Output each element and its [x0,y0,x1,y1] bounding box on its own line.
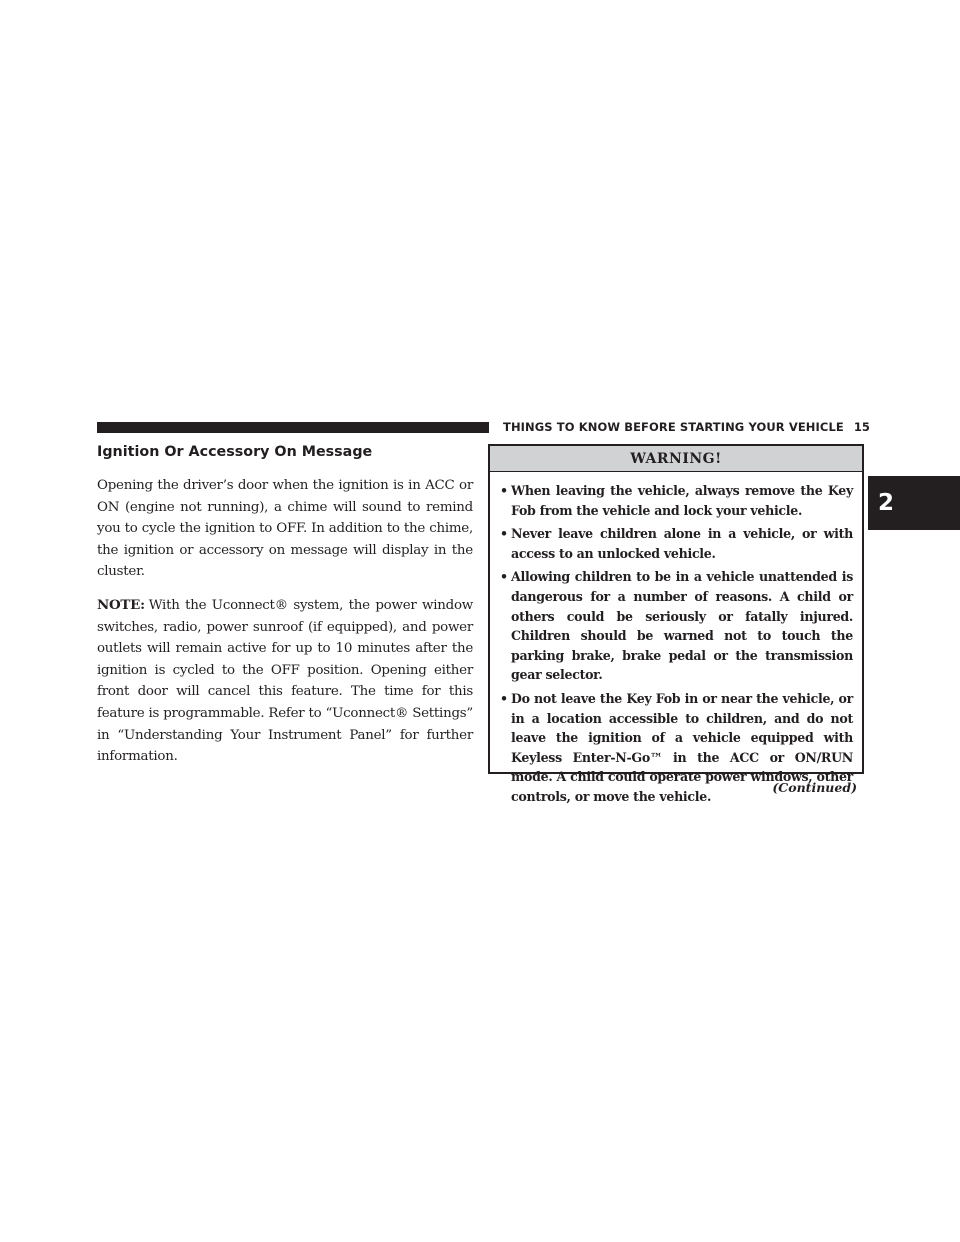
page-number: 15 [853,420,871,434]
warning-item [500,481,853,520]
warning-item-text: When leaving the vehicle, always remove the Key Fob from the vehicle and lock your vehicle. [511,483,853,518]
warning-list [490,472,862,807]
body-paragraph: Opening the driver’s door when the ignition is in ACC or ON (engine not running), a chime will sound to remind you to cycle the ignition to OFF. In addition to the chime, the ignition or accessory on message will display in the cluster. [97,478,473,580]
bullet: • [500,483,508,498]
left-column [97,443,473,780]
note-label: NOTE: [97,596,145,613]
warning-item [500,524,853,563]
warning-title: WARNING! [490,446,862,472]
running-header [503,419,871,435]
chapter-title: THINGS TO KNOW BEFORE STARTING YOUR VEHICLE [503,420,844,434]
warning-item [500,567,853,685]
header-rule [97,422,489,433]
note-text: With the Uconnect® system, the power window switches, radio, power sunroof (if equipped), and power outlets will remain active for up to 10 minutes after the ignition is cycled to the OFF position. Opening either front door will cancel this feature. The time for this feature is programmable. Refer to “Uconnect® Settings” in “Understanding Your Instrument Panel” for further information. [97,597,473,765]
warning-item-text: Allowing children to be in a vehicle unattended is dangerous for a number of reasons. A child or others could be seriously or fatally injured. Children should be warned not to touch the parking brake, brake pedal or the transmission gear selector. [511,569,853,683]
bullet: • [500,569,508,585]
section-heading: Ignition Or Accessory On Message [97,444,373,460]
bullet: • [500,690,508,706]
warning-item-text: Never leave children alone in a vehicle, or with access to an unlocked vehicle. [511,526,853,561]
bullet: • [500,526,508,542]
warning-item-text: Do not leave the Key Fob in or near the vehicle, or in a location accessible to children, and do not leave the ignition of a vehicle equipped with Keyless Enter-N-Go™ in the ACC or ON/RUN mode. A child could operate power windows, other controls, or move the vehicle. [511,690,853,804]
continued-label: (Continued) [772,780,857,795]
note-paragraph [97,595,473,768]
chapter-number: 2 [878,490,895,516]
chapter-tab [868,476,960,530]
